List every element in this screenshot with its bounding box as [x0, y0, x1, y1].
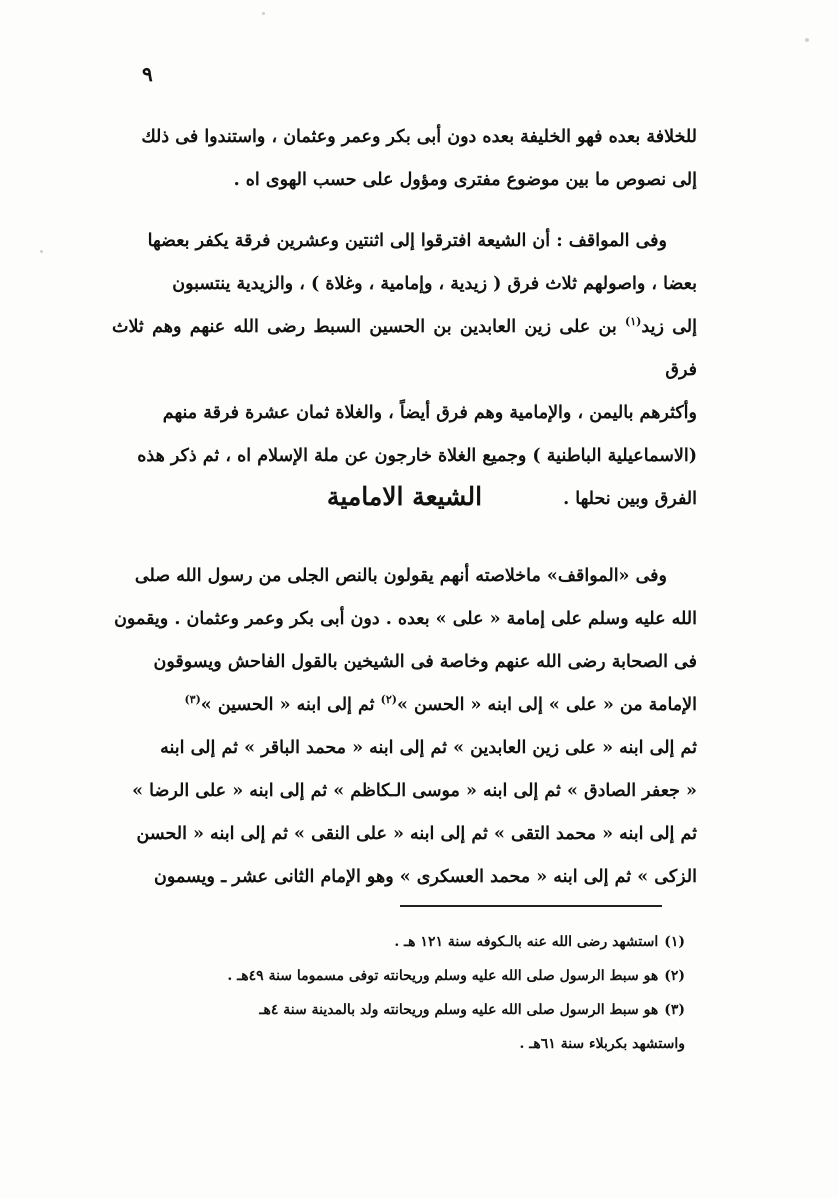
text-fragment: ثم إلى ابنه « الحسين » — [200, 695, 381, 715]
footnote-3-continuation — [190, 1027, 685, 1061]
text-line — [112, 684, 697, 727]
text-fragment: إلى زيد — [641, 317, 697, 337]
footnotes — [190, 925, 685, 1061]
text-line: ثم إلى ابنه « محمد التقى » ثم إلى ابنه « على النقى » ثم إلى ابنه « الحسن — [136, 824, 697, 844]
text-line: ثم إلى ابنه « على زين العابدين » ثم إلى ابنه « محمد الباقر » ثم إلى ابنه — [160, 738, 697, 758]
footnote-number: (١) — [664, 934, 685, 950]
footnote-number: (٣) — [664, 1002, 685, 1018]
footnote-1 — [190, 925, 685, 959]
text-line: وفى المواقف : أن الشيعة افترقوا إلى اثنتين وعشرين فرقة يكفر بعضها — [147, 231, 667, 251]
footnote-text: استشهد رضى الله عنه بالـكوفه سنة ١٢١ هـ . — [394, 934, 659, 950]
footnote-ref-3[interactable]: (٣) — [184, 693, 201, 707]
intro-paragraph — [112, 116, 697, 202]
mawaqif-paragraph — [112, 220, 697, 521]
text-fragment: بن على زين العابدين بن الحسين السبط رضى الله عنهم وهم ثلاث فرق — [112, 317, 697, 380]
footnote-ref-2[interactable]: (٢) — [380, 693, 397, 707]
section-title: الشيعة الامامية — [326, 482, 483, 511]
footnote-separator — [400, 905, 662, 907]
text-line: إلى نصوص ما بين موضوع مفترى ومؤول على حسب الهوى اه . — [233, 170, 697, 190]
footnote-text: هو سبط الرسول صلى الله عليه وسلم وريحانته توفى مسموما سنة ٤٩هـ . — [227, 968, 659, 984]
text-line: الفرق وبين نحلها . — [563, 489, 697, 509]
text-line: وفى «المواقف» ماخلاصته أنهم يقولون بالنص الجلى من رسول الله صلى — [134, 566, 667, 586]
text-line: بعضا ، واصولهم ثلاث فرق ( زيدية ، وإمامية ، وغلاة ) ، والزيدية ينتسبون — [172, 274, 697, 294]
text-line — [112, 306, 697, 392]
page-number: ٩ — [142, 62, 153, 86]
footnote-text: هو سبط الرسول صلى الله عليه وسلم وريحانته ولد بالمدينة سنة ٤هـ — [259, 1002, 659, 1018]
footnote-text: واستشهد بكربلاء سنة ٦١هـ . — [519, 1036, 685, 1052]
paper-speck — [262, 12, 265, 15]
text-line: وأكثرهم باليمن ، والإمامية وهم فرق أيضاً ، والغلاة ثمان عشرة فرقة منهم — [162, 403, 697, 423]
footnote-ref-1[interactable]: (١) — [625, 315, 642, 329]
footnote-2 — [190, 959, 685, 993]
footnote-3 — [190, 993, 685, 1027]
paper-speck — [805, 38, 809, 42]
text-line: « جعفر الصادق » ثم إلى ابنه « موسى الـكاظم » ثم إلى ابنه « على الرضا » — [132, 781, 697, 801]
paper-speck — [40, 250, 43, 253]
text-line: الله عليه وسلم على إمامة « على » بعده . دون أبى بكر وعمر وعثمان . ويقمون — [114, 609, 697, 629]
text-line: فى الصحابة رضى الله عنهم وخاصة فى الشيخين بالقول الفاحش ويسوقون — [153, 652, 697, 672]
footnote-number: (٢) — [664, 968, 685, 984]
text-line: الزكى » ثم إلى ابنه « محمد العسكرى » وهو الإمام الثانى عشر ـ ويسمون — [154, 867, 697, 887]
text-fragment: الإمامة من « على » إلى ابنه « الحسن » — [396, 695, 697, 715]
text-line: (الاسماعيلية الباطنية ) وجميع الغلاة خارجون عن ملة الإسلام اه ، ثم ذكر هذه — [137, 446, 697, 466]
text-line: للخلافة بعده فهو الخليفة بعده دون أبى بكر وعمر وعثمان ، واستندوا فى ذلك — [141, 127, 697, 147]
imamiya-paragraph — [112, 555, 697, 899]
